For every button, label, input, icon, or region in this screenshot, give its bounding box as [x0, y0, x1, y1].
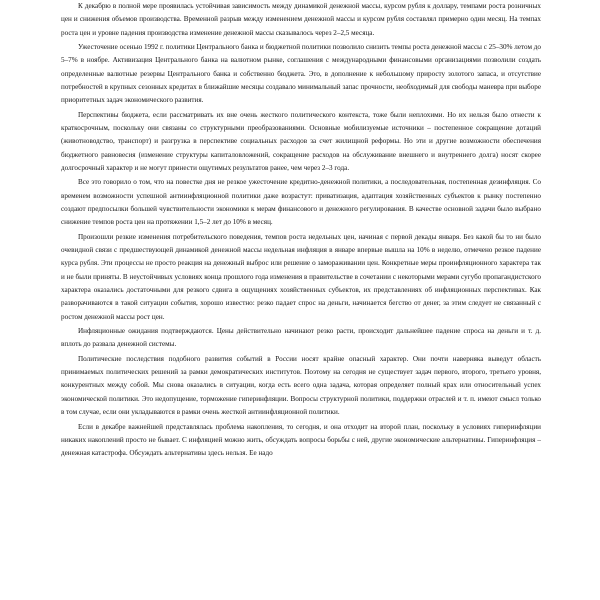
paragraph: Ужесточение осенью 1992 г. политики Центрального банка и бюджетной политики позволило снизить темпы роста денежной массы с 25–30% летом до 5–7% в ноябре. Активизация Центрального банка на валютном рынке, соглашения с международными финансовыми организациями позволили создать определенные валютные резервы Центрального банка и собственно бюджета. Это, в дополнение к небольшому приросту золотого запаса, и отсутствие потребностей в крупных сезонных кредитах в ближайшие месяцы создавало минимальный запас прочности, необходимый для свободы маневра при выборе приоритетных задач экономического развития. — [61, 43, 541, 105]
paragraph: Все это говорило о том, что на повестке дня не резкое ужесточение кредитно-денежной политики, а последовательная, постепенная дезинфляция. Со временем возможности успешной антиинфляционной политики даже возрастут: приватизация, адаптация хозяйственных субъектов к рынку постепенно создают предпосылки большей чувствительности экономики к мерам финансового и денежного регулирования. В качестве основной задачи было выбрано снижение темпов роста цен на протяжении 1,5–2 лет до 10% в месяц. — [61, 178, 541, 227]
paragraph: Если в декабре важнейшей представлялась проблема накопления, то сегодня, и она отходит на второй план, поскольку в условиях гиперинфляции никаких накоплений просто не бывает. С инфляцией можно жить, обсуждать вопросы борьбы с ней, другие экономические альтернативы. Гиперинфляция – денежная катастрофа. Обсуждать альтернативы здесь нельзя. Ее надо — [61, 422, 541, 458]
paragraph: Политические последствия подобного развития событий в России носят крайне опасный характер. Они почти наверняка выведут область принимаемых политических решений за рамки демократических институтов. Поэтому на сегодня не существует задач первого, второго, третьего уровня, конкурентных между собой. Мы снова оказались в ситуации, когда есть всего одна задача, которая определяет полный крах или относительный успех экономической политики. Это недопущение, торможение гиперинфляции. Вопросы структурной политики, поддержки отраслей и т. п. имеют смысл только в том случае, если они укладываются в рамки очень жесткой антиинфляционной политики. — [61, 354, 541, 417]
paragraph: Инфляционные ожидания подтверждаются. Цены действительно начинают резко расти, происходит дальнейшее падение спроса на деньги и т. д. вплоть до развала денежной системы. — [61, 327, 541, 349]
paragraph: Перспективы бюджета, если рассматривать их вне очень жесткого политического контекста, тоже были неплохими. Но их нельзя было отнести к краткосрочным, поскольку они связаны со структурными преобразованиями. Основные мобилизуемые источники – постепенное сокращение дотаций (животноводство, транспорт) и разгрузка в перспективе социальных расходов за счет жилищной реформы. Но эти и другие возможности обеспечения бюджетного равновесия (изменение структуры капиталовложений, сокращение расходов на обслуживание внешнего и внутреннего долга) носят скорее долгосрочный характер и не могут принести ощутимых результатов ранее, чем через 2–3 года. — [61, 110, 541, 172]
paragraph: К декабрю в полной мере проявилась устойчивая зависимость между динамикой денежной массы, курсом рубля к доллару, темпами роста розничных цен и снижения объемов производства. Временной разрыв между изменением денежной массы и курсом рубля составлял примерно один месяц. На темпах роста цен и уровне падения производства изменение денежной массы сказывалось через 2–2,5 месяца. — [61, 2, 541, 37]
document-body — [61, 0, 541, 462]
paragraph: Произошли резкие изменения потребительского поведения, темпов роста недельных цен, начиная с первой декады января. Без какой бы то ни было очевидной связи с предшествующей динамикой денежной массы недельная инфляция в январе впервые вышла на 10% в неделю, отмечено резкое падение курса рубля. Эти процессы не просто реакция на денежный выброс или решение о замораживании цен. Конкретные меры проинфляционного характера так и не были приняты. В неустойчивых условиях конца прошлого года изменения в правительстве в сочетании с некоторыми мерами сугубо пропагандистского характера оказались достаточными для резкого сдвига в ощущениях хозяйственных субъектов, их представлениях об инфляционных перспективах. Как разворачиваются в такой ситуации события, хорошо известно: резко падает спрос на деньги, начинается бегство от денег, за этим следует не связанный с ростом денежной массы рост цен. — [61, 232, 541, 321]
